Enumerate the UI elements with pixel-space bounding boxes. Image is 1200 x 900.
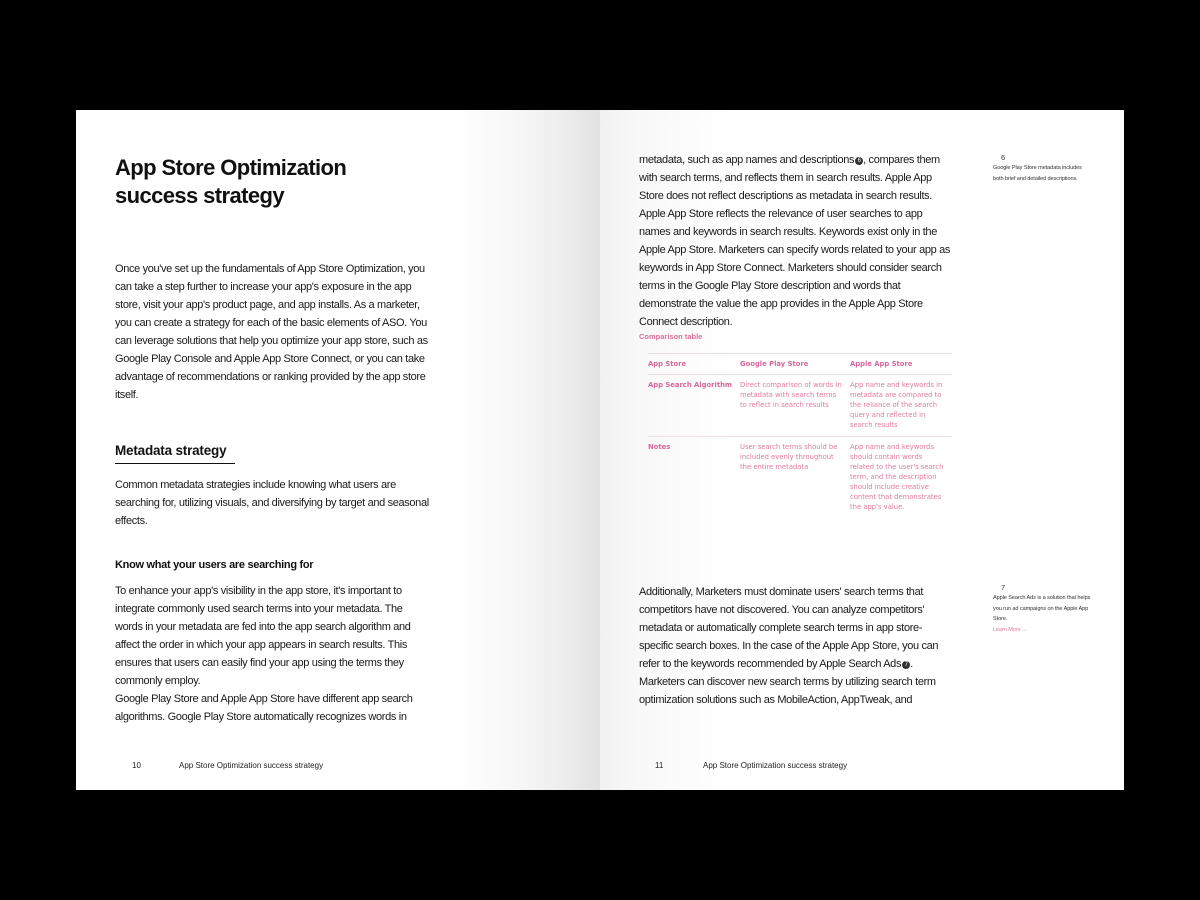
table-caption: Comparison table <box>639 332 703 341</box>
cell-apple: App name and keywords in metadata are compared to the reliance of the search query and reflected in search results <box>850 381 943 429</box>
sidenote-6 <box>993 153 1093 184</box>
intro-paragraph: Once you've set up the fundamentals of App Store Optimization, you can take a step further to increase your app's exposure in the app store, visit your app's product page, and app installs. As a marketer, you can create a strategy for each of the basic elements of ASO. You can leverage solutions that help you optimize your app store, such as Google Play Console and Apple App Store Connect, or you can take advantage of recommendations or ranking provided by the app store itself. <box>115 263 428 401</box>
col-header-app-store: App Store <box>648 360 687 368</box>
col-header-apple-app-store: Apple App Store <box>850 360 913 368</box>
title-line-2: success strategy <box>115 183 284 208</box>
para3-text: Marketers can discover new search terms by utilizing search term optimization solutions such as MobileAction, AppTweak, and <box>639 676 936 706</box>
left-page <box>76 110 600 790</box>
row-label: Notes <box>648 443 671 451</box>
col-header-google-play: Google Play Store <box>740 360 809 368</box>
learn-more-link[interactable]: Learn More → <box>993 626 1028 633</box>
cell-google: Direct comparison of words in metadata with search terms to reflect in search results <box>740 381 842 409</box>
title-line-1: App Store Optimization <box>115 155 347 180</box>
sidenote-number: 6 <box>1001 153 1006 162</box>
section-heading-metadata-strategy: Metadata strategy <box>115 442 235 464</box>
sidenote-text: Google Play Store metadata includes both brief and detailed descriptions. <box>993 165 1082 182</box>
table-row <box>648 375 952 437</box>
book-spread <box>76 110 1124 790</box>
cell-google: User search terms should be included evenly throughout the entire metadata <box>740 443 838 471</box>
footnote-marker-6[interactable]: 6 <box>855 157 863 165</box>
search-para-1: To enhance your app's visibility in the app store, it's important to integrate commonly used search terms into your metadata. The words in your metadata are fed into the app search algorithm and affect the order in which your app appears in search results. This ensures that users can easily find your app using the terms they commonly employ. <box>115 585 411 687</box>
metadata-continuation-paragraph <box>639 151 955 331</box>
competitor-paragraph <box>639 583 955 709</box>
sidenote-number: 7 <box>1001 583 1006 592</box>
running-title-left: App Store Optimization success strategy <box>179 761 324 770</box>
para1-text-b: , compares them with search terms, and reflects them in search results. Apple App Store does not reflect descriptions as metadata in search results. Apple App Store reflects the relevance of user searches to app names and keywords in search results. Keywords exist only in the Apple App Store. Marketers can specify words related to your app as keywords in App Store Connect. Marketers should consider search terms in the Google Play Store description and words that demonstrate the value the app provides in the Apple App Store Connect description. <box>639 154 951 328</box>
cell-apple: App name and keywords should contain words related to the user's search term, and the description should include creative content that demonstrates the app's value. <box>850 443 944 511</box>
page-number-right: 11 <box>655 761 664 770</box>
sidenote-7 <box>993 583 1093 635</box>
search-terms-paragraph <box>115 582 431 726</box>
metadata-intro-paragraph: Common metadata strategies include knowing what users are searching for, utilizing visuals, and diversifying by target and seasonal effects. <box>115 479 429 527</box>
sidenote-text: Apple Search Ads is a solution that helps you run ad campaigns on the Apple App Store. <box>993 595 1091 622</box>
para2-text-b: . <box>910 658 913 670</box>
page-number-left: 10 <box>132 761 141 770</box>
right-page <box>600 110 1124 790</box>
subheading-know-users: Know what your users are searching for <box>115 559 314 571</box>
footnote-marker-7[interactable]: 7 <box>902 661 910 669</box>
table-row <box>648 437 952 519</box>
running-title-right: App Store Optimization success strategy <box>703 761 848 770</box>
para1-text-a: metadata, such as app names and descriptions <box>639 154 855 166</box>
comparison-table <box>648 353 952 518</box>
page-title <box>115 154 346 210</box>
search-para-2: Google Play Store and Apple App Store have different app search algorithms. Google Play Store automatically recognizes words in <box>115 693 413 723</box>
table-header-row <box>648 354 952 375</box>
row-label: App Search Algorithm <box>648 381 733 389</box>
para2-text-a: Additionally, Marketers must dominate users' search terms that competitors have not discovered. You can analyze competitors' metadata or automatically complete search terms in app store-specific search boxes. In the case of the Apple App Store, you can refer to the keywords recommended by Apple Search Ads <box>639 586 939 670</box>
